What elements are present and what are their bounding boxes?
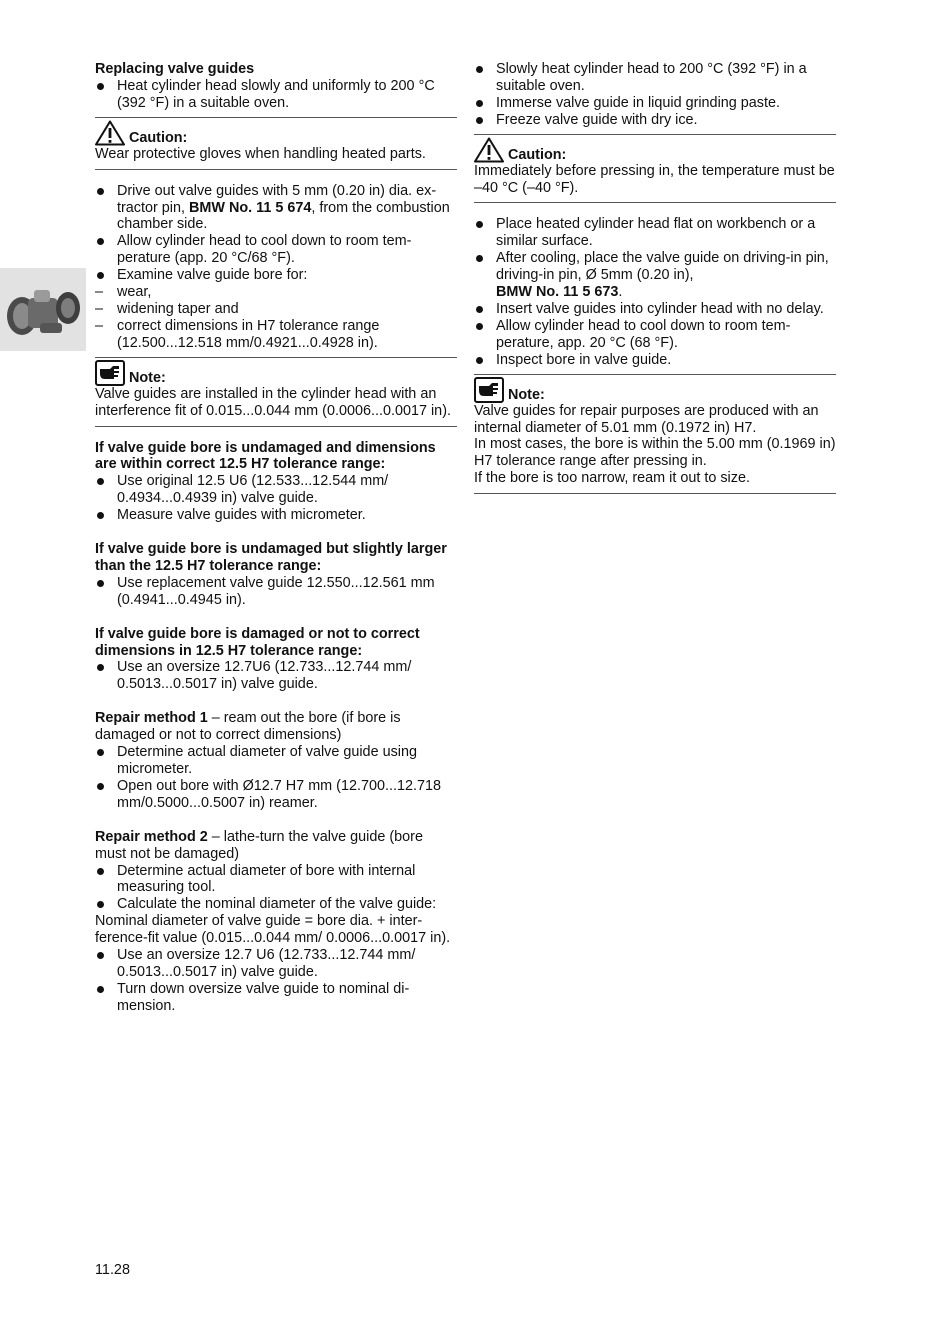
list-item: Drive out valve guides with 5 mm (0.20 in) dia. extractor pin, BMW No. 11 5 674, from the combustion chamber side. [95,183,457,234]
list-item: Use an oversize 12.7 U6 (12.733...12.744 mm/ 0.5013...0.5017 in) valve guide. [95,947,457,981]
list-item: Freeze valve guide with dry ice. [474,112,836,129]
dash-item: – wear, [95,284,457,301]
list-item: Heat cylinder head slowly and uniformly to 200 °C (392 °F) in a suitable oven. [95,78,457,112]
caution-box [474,134,836,204]
page-number: 11.28 [95,1262,130,1278]
note-box [474,374,836,495]
caution-label: Caution: [129,129,188,146]
note-text: Valve guides are installed in the cylinder head with an interference fit of 0.015...0.044 mm (0.0006...0.0017 in). [95,385,451,419]
list-item: Slowly heat cylinder head to 200 °C (392 °F) in a suitable oven. [474,61,836,95]
section-title: Replacing valve guides [95,61,255,77]
note-label: Note: [508,386,545,403]
right-column [474,61,836,507]
engine-thumbnail-icon [0,268,86,351]
repair-method-2: Repair method 2 – lathe-turn the valve guide (bore must not be damaged) [95,828,423,862]
case-heading: If valve guide bore is undamaged but slightly larger than the 12.5 H7 tolerance range: [95,541,447,574]
note-label: Note: [129,369,166,386]
section-thumbnail [0,268,86,351]
note-text: In most cases, the bore is within the 5.00 mm (0.1969 in) H7 tolerance range after pressing in. [474,436,836,470]
note-hand-icon [95,360,125,386]
warning-triangle-icon [474,137,504,163]
list-item: Insert valve guides into cylinder head with no delay. [474,301,836,318]
pressing-list [474,216,836,368]
formula-text: Nominal diameter of valve guide = bore dia. + interference-fit value (0.015...0.044 mm/ 0.0006...0.0017 in). [95,913,451,947]
case-heading: If valve guide bore is damaged or not to correct dimensions in 12.5 H7 tolerance range: [95,625,420,659]
list-item: Immerse valve guide in liquid grinding paste. [474,95,836,112]
left-column [95,61,457,1015]
case-heading: If valve guide bore is undamaged and dimensions are within correct 12.5 H7 tolerance range: [95,439,436,473]
list-item: Allow cylinder head to cool down to room temperature, app. 20 °C (68 °F). [474,318,836,352]
note-text: Valve guides for repair purposes are produced with an internal diameter of 5.01 mm (0.1972 in) H7. [474,402,819,436]
list-item: Use an oversize 12.7U6 (12.733...12.744 mm/ 0.5013...0.5017 in) valve guide. [95,659,457,693]
note-hand-icon [474,377,504,403]
list-item: Use replacement valve guide 12.550...12.561 mm (0.4941...0.4945 in). [95,575,457,609]
warning-triangle-icon [95,120,125,146]
dash-item: – widening taper and [95,301,457,318]
list-item: Place heated cylinder head flat on workbench or a similar surface. [474,216,836,250]
list-item: Calculate the nominal diameter of the valve guide: [95,896,457,913]
caution-text: Immediately before pressing in, the temperature must be –40 °C (–40 °F). [474,162,835,196]
list-item: Determine actual diameter of valve guide using micrometer. [95,744,457,778]
case-list [95,473,457,524]
case-list [95,575,457,609]
repair-list [95,744,457,812]
caution-label: Caution: [508,146,567,163]
heating-list [474,61,836,129]
procedure-list [95,183,457,352]
repair-method-1: Repair method 1 – ream out the bore (if bore is damaged or not to correct dimensions) [95,710,401,744]
dash-item: – correct dimensions in H7 tolerance range (12.500...12.518 mm/0.4921...0.4928 in). [95,318,457,352]
list-item: Measure valve guides with micrometer. [95,507,457,524]
list-item: Open out bore with Ø12.7 H7 mm (12.700...12.718 mm/0.5000...0.5007 in) reamer. [95,778,457,812]
list-item: Determine actual diameter of bore with internal measuring tool. [95,863,457,897]
list-item: Turn down oversize valve guide to nominal dimension. [95,981,457,1015]
intro-list [95,78,457,112]
case-list [95,659,457,693]
caution-text: Wear protective gloves when handling heated parts. [95,145,426,162]
list-item: Allow cylinder head to cool down to room temperature (app. 20 °C/68 °F). [95,233,457,267]
repair-list [95,947,457,1015]
list-item: Use original 12.5 U6 (12.533...12.544 mm/ 0.4934...0.4939 in) valve guide. [95,473,457,507]
list-item: Examine valve guide bore for: [95,267,457,284]
list-item: Inspect bore in valve guide. [474,352,836,369]
note-text: If the bore is too narrow, ream it out to size. [474,470,750,487]
caution-box [95,117,457,170]
repair-list [95,863,457,914]
list-item: After cooling, place the valve guide on driving-in pin, driving-in pin, Ø 5mm (0.20 in), BMW No. 11 5 673. [474,250,836,301]
note-box [95,357,457,427]
